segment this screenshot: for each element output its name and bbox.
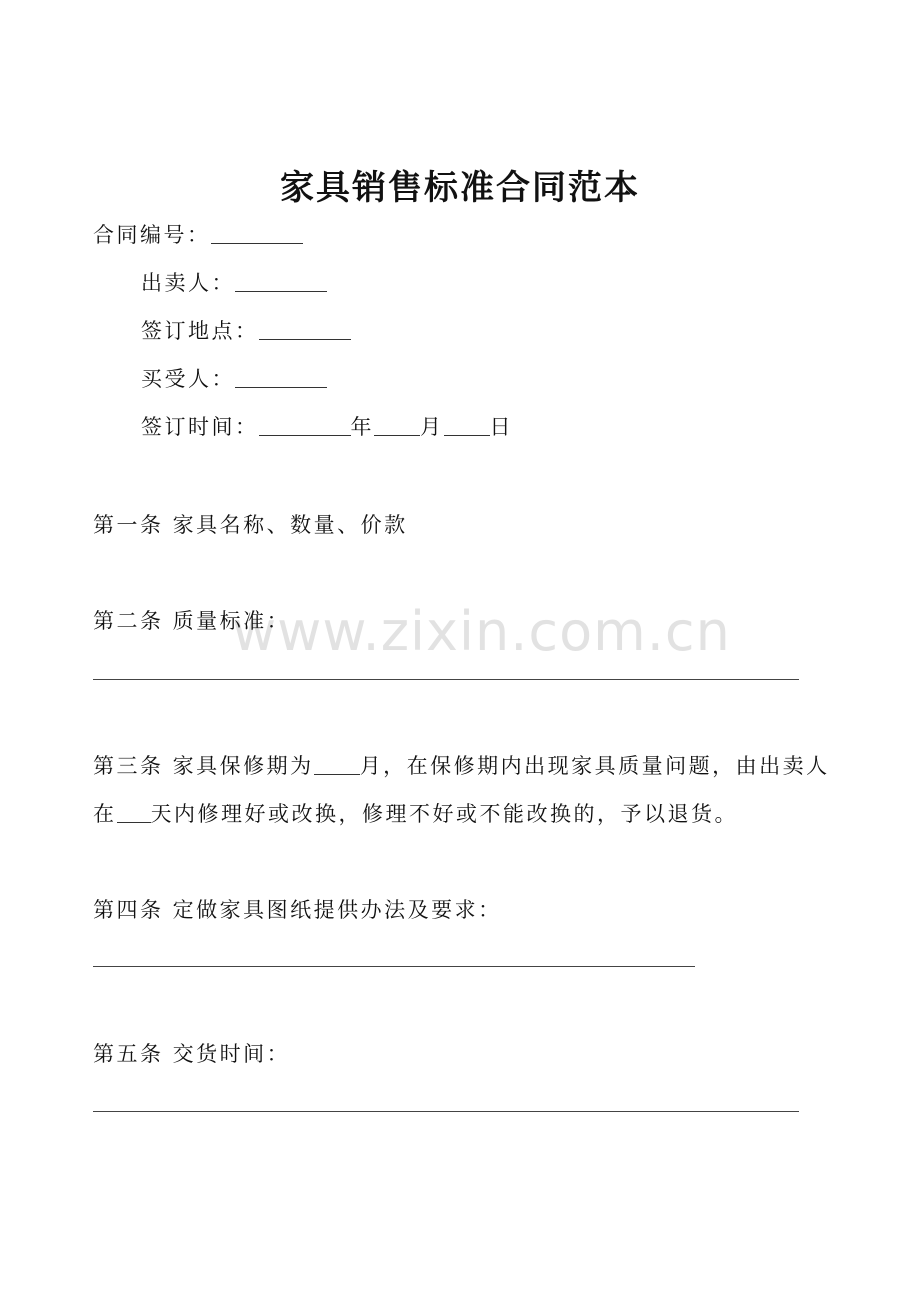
document-title: 家具销售标准合同范本 <box>280 168 640 208</box>
year-blank <box>259 415 351 436</box>
sign-place-label: 签订地点： <box>141 319 259 343</box>
contract-number-blank <box>211 223 303 244</box>
article-2: 第二条 质量标准： <box>93 609 291 633</box>
day-label: 日 <box>489 415 513 439</box>
article-3-text-c: 在 <box>93 802 117 826</box>
buyer-label: 买受人： <box>141 367 235 391</box>
watermark: www.zixin.com.cn <box>232 600 731 663</box>
article-3-text-d: 天内修理好或改换，修理不好或不能改换的，予以退货。 <box>150 802 738 826</box>
month-blank <box>374 415 420 436</box>
seller-label: 出卖人： <box>141 271 235 295</box>
month-label: 月 <box>420 415 444 439</box>
buyer-blank <box>235 367 327 388</box>
sign-place-blank <box>259 319 351 340</box>
year-label: 年 <box>350 415 374 439</box>
contract-number-label: 合同编号： <box>93 223 211 247</box>
sign-place-field <box>141 316 351 346</box>
article-3-line-2 <box>93 799 738 829</box>
article-3-text-b: 月，在保修期内出现家具质量问题，由出卖人 <box>359 754 830 778</box>
article-2-blank-line <box>93 679 799 680</box>
sign-time-field <box>141 412 513 442</box>
buyer-field <box>141 364 327 394</box>
sign-time-label: 签订时间： <box>141 415 259 439</box>
article-3-line-1 <box>93 751 830 781</box>
article-3-text-a: 第三条 家具保修期为 <box>93 754 314 778</box>
article-5: 第五条 交货时间： <box>93 1042 291 1066</box>
article-4-blank-line <box>93 966 695 967</box>
article-4: 第四条 定做家具图纸提供办法及要求： <box>93 898 502 922</box>
article-1: 第一条 家具名称、数量、价款 <box>93 513 408 537</box>
article-5-blank-line <box>93 1111 799 1112</box>
repair-days-blank <box>117 802 151 823</box>
contract-number-field <box>93 220 303 250</box>
warranty-months-blank <box>314 754 360 775</box>
day-blank <box>444 415 490 436</box>
seller-blank <box>235 271 327 292</box>
seller-field <box>141 268 327 298</box>
